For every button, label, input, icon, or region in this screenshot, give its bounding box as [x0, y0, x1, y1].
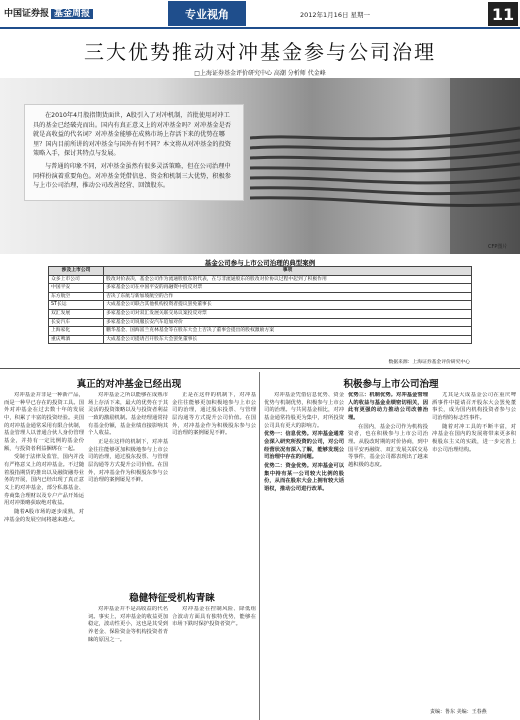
right-column-2 — [348, 392, 428, 718]
rope-photo-illustration — [250, 78, 520, 254]
intro-box — [24, 104, 244, 201]
table-title: 基金公司参与上市公司治理的典型案例 — [204, 259, 316, 267]
byline: □上海证券基金评价研究中心 高潮 分析师 代金峰 — [194, 70, 326, 77]
newspaper-logo — [4, 6, 93, 19]
paragraph: 优势二：资金优势。对冲基金可以集中持有某一公司较大比例的股份，从而在股东大会上拥有较大话语权，推动公司进行改革。 — [264, 463, 344, 493]
table-cell: 否决了东航与新加坡航空的合作 — [104, 292, 472, 301]
table-row — [49, 275, 472, 284]
table-row — [49, 327, 472, 336]
table-cell: 多家基金公司对双汇发展关联交易议案投反对票 — [104, 309, 472, 318]
left-column-1 — [4, 392, 84, 674]
section-rule — [0, 368, 520, 369]
table-header-row — [49, 267, 472, 276]
table-cell: 长安汽车 — [49, 318, 104, 327]
table-row — [49, 301, 472, 310]
paragraph: 对冲基金凭借信息优势、资金优势与机制优势，积极参与上市公司的治理。与共同基金相比，对冲基金通常持股更为集中，对所投资公司具有更大的影响力。 — [264, 392, 344, 429]
table-row — [49, 292, 472, 301]
paragraph: 对冲基金在控制风险、降低组合波动方面具有独特优势，能够在市场下跌时保护投资者资产。 — [172, 606, 256, 628]
table-cell: 大成基金公司提请召开股东大会罢免董事长 — [104, 335, 472, 344]
table-cell: 中国平安 — [49, 284, 104, 293]
column-divider — [259, 372, 260, 720]
page-number: 11 — [488, 2, 518, 26]
table-row — [49, 309, 472, 318]
paragraph: 正是在这样的机制下，对冲基金往往能够更加积极地参与上市公司的治理，通过股东投票、与管理层沟通等方式提升公司价值。在国外，对冲基金作为积极股东参与公司治理的案例屡见不鲜。 — [88, 439, 168, 484]
table-cell: 多家基金公司说服长安汽车追加对价 — [104, 318, 472, 327]
table-cell: 东方航空 — [49, 292, 104, 301]
paragraph: 随着对冲工具的不断丰富，对冲基金在国内的发展将带来更多积极股东主义的实践，进一步完善上市公司治理结构。 — [432, 423, 516, 453]
left-column-4 — [88, 606, 168, 718]
header-rule — [0, 27, 520, 29]
paragraph: 随着A股市场的逐步成熟，对冲基金的发展空间将越来越大。 — [4, 509, 84, 523]
logo-section-box: 基金周报 — [51, 9, 93, 19]
paragraph: 优势一：信息优势。对冲基金通常会深入研究所投资的公司，对公司经营状况有深入了解，能够发现公司治理中存在的问题。 — [264, 431, 344, 461]
column-header: 涉及上市公司 — [49, 267, 104, 276]
intro-paragraph: 与普通的印象不同，对冲基金虽然有很多灵活策略，但在公司治理中同样扮演着重要角色。对冲基金凭借信息、资金和机制三大优势，积极参与上市公司治理，推动公司改善经营、回馈股东。 — [33, 163, 231, 190]
left-column-5 — [172, 606, 256, 718]
table-row — [49, 318, 472, 327]
intro-paragraph: 在2010年4月股指期货面世，A股引入了对冲机制，首批使用对冲工具的基金已经破壳而出。国内有真正意义上的对冲基金吗？对冲基金是否就是高收益的代名词？对冲基金能够在成熟市场上存活下来的优势在哪里？国内目前所讲的对冲基金与国外有何不同？本文将从对冲基金的投资策略入手，探讨其特点与发展。 — [33, 112, 231, 158]
article-title: 三大优势推动对冲基金参与公司治理 — [84, 40, 436, 64]
paragraph: 对冲基金并非是一种新产品，而是一种早已存在的投资工具。国外对冲基金在过去数十年的发展中，积累了丰富的投资经验。美国的对冲基金通常采用有限合伙制，基金管理人以普通合伙人身份管理基金，并持有一定比例的基金份额，与投资者利益捆绑在一起。 — [4, 392, 84, 452]
table-cell: 多家基金公司在中国平安的再融资中投反对票 — [104, 284, 472, 293]
paragraph: 正是在这样的机制下，对冲基金往往能够更加积极地参与上市公司的治理，通过股东投票、与管理层沟通等方式提升公司价值。在国外，对冲基金作为积极股东参与公司治理的案例屡见不鲜。 — [172, 392, 256, 437]
table-cell: 众多上市公司 — [49, 275, 104, 284]
paragraph: 在国内，基金公司作为机构投资者，也在积极参与上市公司治理。从股改时期的对价协商，到中国平安再融资、双汇发展关联交易等事件，基金公司都表现出了越来越积极的态度。 — [348, 423, 428, 469]
editor-credit: 责编：鲁东 美编：王春燕 — [430, 709, 487, 715]
table-cell: 鹏华基金、国海富兰克林基金等在股东大会上否决了董事会提出的股权激励方案 — [104, 327, 472, 336]
table-row — [49, 335, 472, 344]
table-cell: 股改对价表决，基金公司作为流通股股东的代表，在与非流通股东的股改对价协议过程中起到了积极作用 — [104, 275, 472, 284]
table-source: 数据来源：上海证券基金评价研究中心 — [388, 360, 470, 365]
table-cell: 双汇发展 — [49, 309, 104, 318]
paragraph: 尤其是大成基金公司在重庆啤酒事件中提请召开股东大会罢免董事长，成为国内机构投资者参与公司治理的标志性事件。 — [432, 392, 516, 422]
photo-credit: CFP图片 — [488, 244, 508, 250]
left-column-3 — [172, 392, 256, 582]
issue-date: 2012年1月16日 星期一 — [300, 11, 371, 19]
logo-name: 中国证券报 — [4, 9, 50, 19]
paragraph: 优势三：机制优势。对冲基金管理人的收益与基金业绩密切相关，因此有更强的动力推动公司改善治理。 — [348, 392, 428, 422]
paragraph: 对冲基金之所以能够在成熟市场上存活下来，最大的优势在于其灵活的投资策略以及与投资者利益一致的激励机制。基金经理通常持有基金份额，基金业绩直接影响其个人收益。 — [88, 392, 168, 437]
cases-table — [48, 266, 472, 344]
right-column-1 — [264, 392, 344, 718]
table-row — [49, 284, 472, 293]
left-column-2 — [88, 392, 168, 582]
left-heading-1: 真正的对冲基金已经出现 — [76, 379, 182, 390]
table-cell: ST长运 — [49, 301, 104, 310]
paragraph: 受制于法律及监管，国内并没有严格意义上的对冲基金。不过随着股指期货的推出以及融资融券业务的开展，国内已经出现了真正意义上的对冲基金，部分私募基金、券商集合理财以及专户产品开始运用对冲策略获取绝对收益。 — [4, 454, 84, 507]
table-cell: 重庆啤酒 — [49, 335, 104, 344]
paragraph: 对冲基金并不是高收益的代名词。事实上，对冲基金的收益更加稳定，波动性更小，这也是其受到养老金、保险资金等机构投资者青睐的原因之一。 — [88, 606, 168, 643]
right-column-3 — [432, 392, 516, 704]
column-header: 事项 — [104, 267, 472, 276]
table-cell: 上海家化 — [49, 327, 104, 336]
section-label: 专业视角 — [168, 1, 246, 26]
right-heading-1: 积极参与上市公司治理 — [343, 379, 439, 390]
table-cell: 大成基金公司联合其他机构投资者提议罢免董事长 — [104, 301, 472, 310]
left-heading-2: 稳健特征受机构青睐 — [129, 593, 215, 604]
